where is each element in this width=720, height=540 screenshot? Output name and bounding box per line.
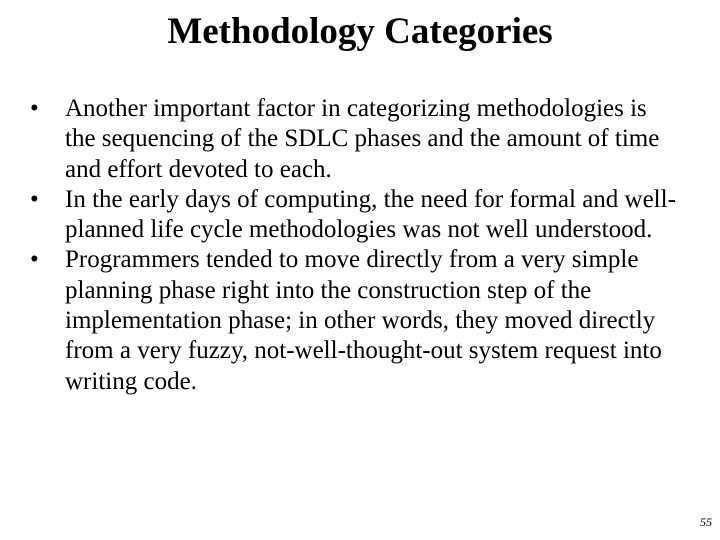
bullet-text: In the early days of computing, the need for formal and well-planned life cycle methodologies was not well understood.	[65, 185, 676, 244]
bullet-item	[30, 94, 680, 185]
bullet-text: Programmers tended to move directly from a very simple planning phase right into the construction step of the implementation phase; in other words, they moved directly from a very fuzzy, not-well-thought-out system request into writing code.	[65, 246, 662, 395]
bullet-list	[30, 94, 680, 397]
bullet-item	[30, 185, 680, 246]
slide-title: Methodology Categories	[167, 11, 553, 52]
bullet-marker: •	[30, 246, 39, 274]
bullet-item	[30, 245, 680, 396]
bullet-marker: •	[30, 185, 39, 213]
page-number: 55	[700, 515, 712, 529]
bullet-text: Another important factor in categorizing methodologies is the sequencing of the SDLC phases and the amount of time and effort devoted to each.	[65, 95, 660, 183]
bullet-marker: •	[30, 95, 39, 122]
